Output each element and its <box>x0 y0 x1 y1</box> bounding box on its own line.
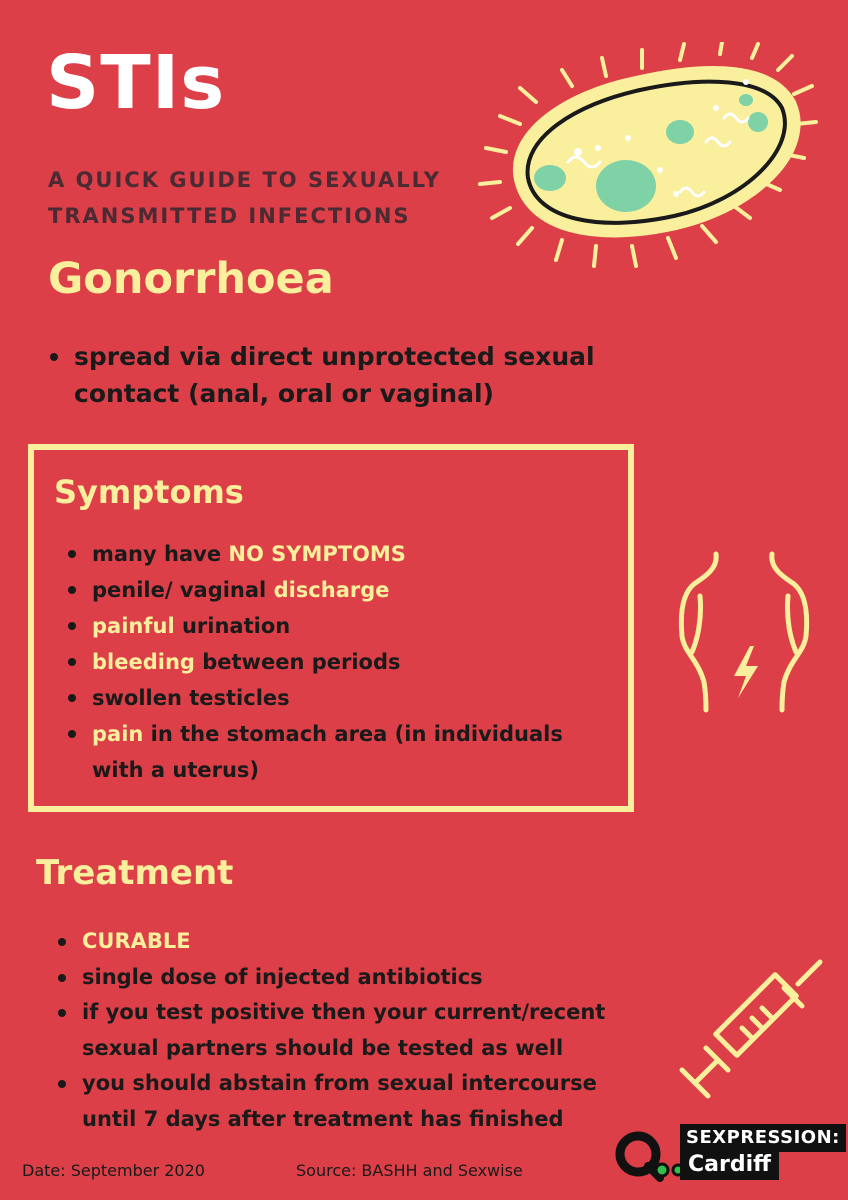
symptoms-list <box>66 536 606 788</box>
list-item: many have NO SYMPTOMS <box>66 536 606 572</box>
list-item: penile/ vaginal discharge <box>66 572 606 608</box>
torso-pain-icon <box>676 548 812 714</box>
logo-text-line1: SEXPRESSION: <box>680 1124 846 1152</box>
symptoms-heading: Symptoms <box>54 473 244 511</box>
list-item: spread via direct unprotected sexual contact (anal, oral or vaginal) <box>48 338 648 412</box>
list-item: pain in the stomach area (in individuals with a uterus) <box>66 716 606 788</box>
subtitle-line-2: TRANSMITTED INFECTIONS <box>48 204 411 228</box>
intro-list <box>48 338 648 412</box>
sexpression-logo-icon <box>614 1126 686 1184</box>
infection-name: Gonorrhoea <box>48 254 334 304</box>
logo-text-line2: Cardiff <box>680 1150 779 1180</box>
list-item: swollen testicles <box>66 680 606 716</box>
list-item: single dose of injected antibiotics <box>56 960 656 996</box>
treatment-heading: Treatment <box>36 853 234 893</box>
syringe-icon <box>672 952 832 1100</box>
footer-source: Source: BASHH and Sexwise <box>296 1161 523 1180</box>
list-item: you should abstain from sexual intercourse until 7 days after treatment has finished <box>56 1066 656 1137</box>
page-title: STIs <box>46 40 226 126</box>
treatment-list <box>56 924 656 1137</box>
subtitle-line-1: A QUICK GUIDE TO SEXUALLY <box>48 168 441 192</box>
list-item: if you test positive then your current/recent sexual partners should be tested as well <box>56 995 656 1066</box>
list-item: CURABLE <box>56 924 656 960</box>
list-item: painful urination <box>66 608 606 644</box>
list-item: bleeding between periods <box>66 644 606 680</box>
footer-date: Date: September 2020 <box>22 1161 205 1180</box>
sexpression-logo <box>614 1120 844 1190</box>
page-subtitle <box>48 162 441 234</box>
bacterium-icon <box>476 42 820 268</box>
